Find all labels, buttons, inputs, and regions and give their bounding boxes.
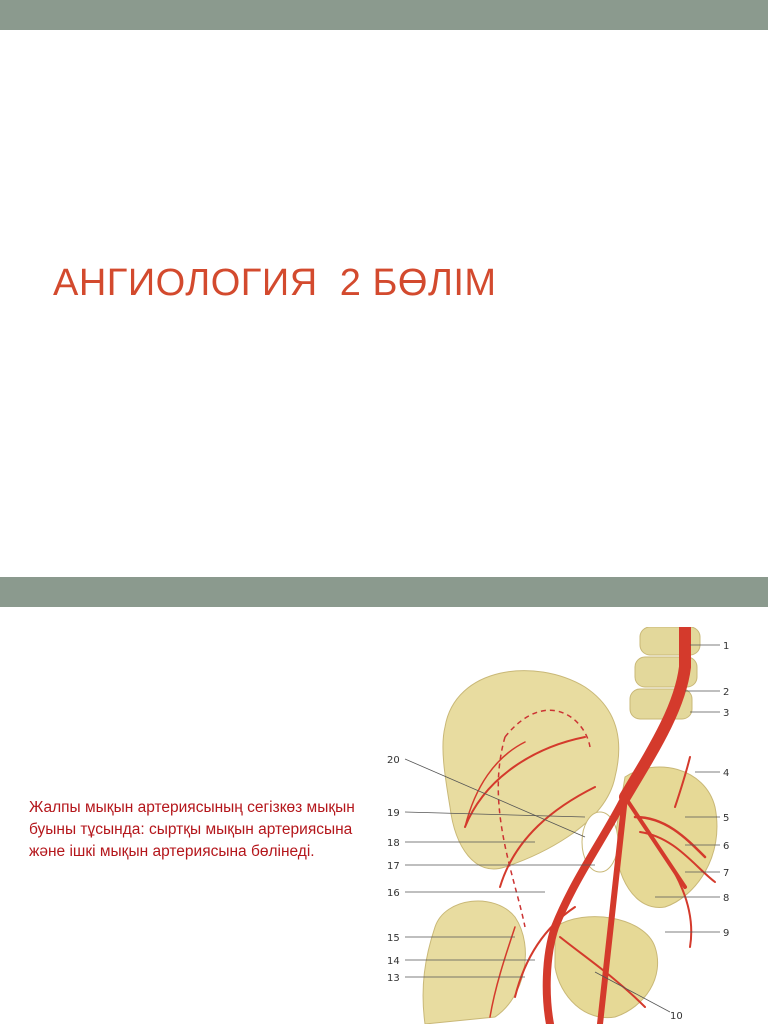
label-18: 18 [387, 838, 400, 849]
header-band [0, 577, 768, 607]
label-5: 5 [723, 813, 730, 824]
anatomy-illustration [385, 627, 768, 1024]
figure-labels-left [387, 755, 400, 984]
label-19: 19 [387, 808, 400, 819]
label-10: 10 [670, 1011, 683, 1022]
label-15: 15 [387, 933, 400, 944]
label-20: 20 [387, 755, 400, 766]
label-8: 8 [723, 893, 730, 904]
label-13: 13 [387, 973, 400, 984]
label-7: 7 [723, 868, 730, 879]
pelvic-arteries-diagram [385, 627, 768, 1024]
content-slide [0, 577, 768, 1024]
label-17: 17 [387, 861, 400, 872]
label-4: 4 [723, 768, 730, 779]
label-9: 9 [723, 928, 730, 939]
label-16: 16 [387, 888, 400, 899]
pubis-bone [423, 901, 525, 1024]
header-band [0, 0, 768, 30]
label-14: 14 [387, 956, 400, 967]
label-2: 2 [723, 687, 730, 698]
body-paragraph: Жалпы мықын артериясының сегізкөз мықын буыны тұсында: сыртқы мықын артериясына және ішкі мықын артериясына бөлінеді. [29, 799, 355, 860]
label-1: 1 [723, 641, 730, 652]
slide-title: АНГИОЛОГИЯ 2 БӨЛІМ [53, 262, 497, 304]
label-6: 6 [723, 841, 730, 852]
label-3: 3 [723, 708, 730, 719]
